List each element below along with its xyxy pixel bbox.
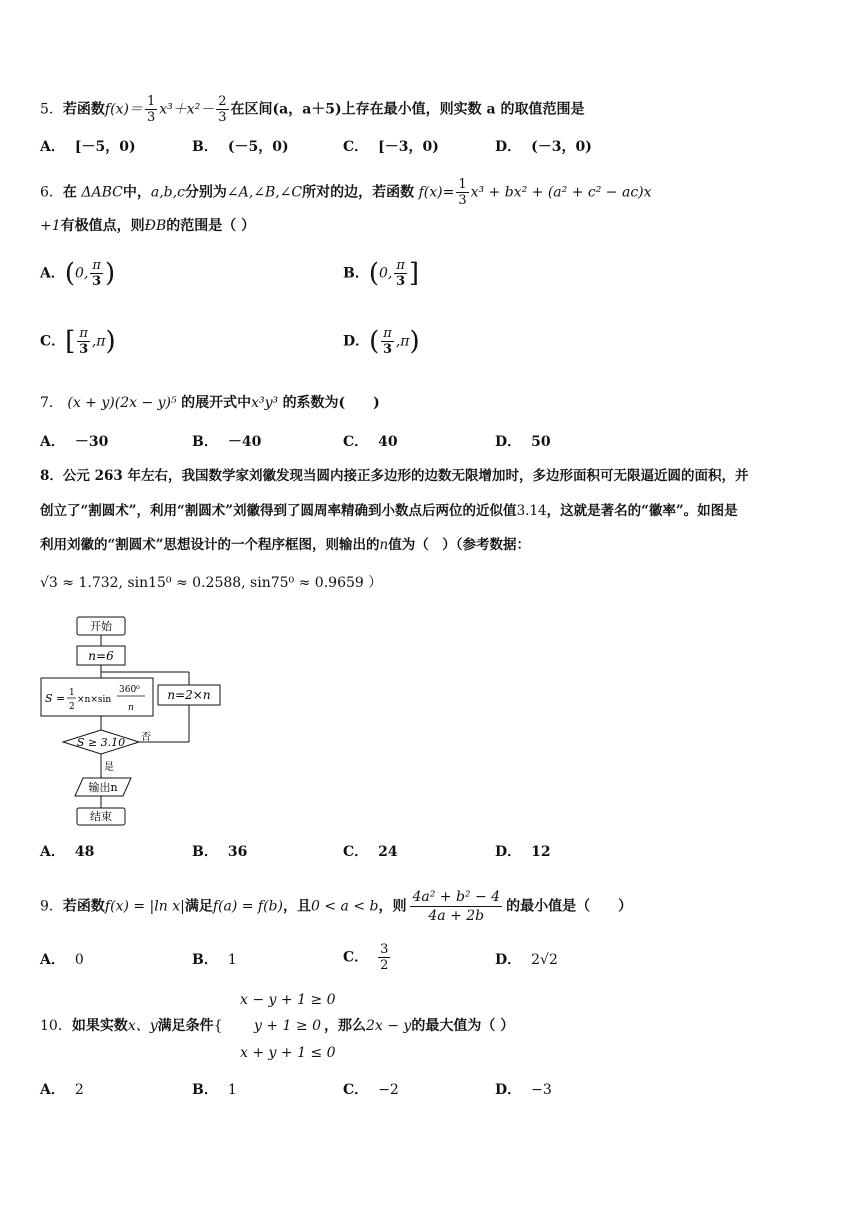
q10-constraint-3: x + y + 1 ≤ 0: [240, 1045, 336, 1061]
flow-yes-label: 是: [104, 762, 114, 773]
q6-option-b: B．(0, $\frac{\pi}{3}$ ]: [343, 258, 420, 289]
q5-stem: 5．若函数f(x)＝ $\frac{1}{3}$ x³＋x²－ $\frac{2}{3}$ 在区间(a，a＋5)上存在最小值，则实数 a 的取值范围是: [40, 94, 585, 125]
q10-constraint-1: x − y + 1 ≥ 0: [240, 992, 336, 1008]
q8-option-d: D． 12: [495, 844, 551, 860]
q6-stem-line1: 6．在 ΔABC中，a,b,c分别为∠A,∠B,∠C所对的边，若函数 f(x)= $\frac{1}{3}$ x³ + bx² + (a² + c² − ac)x: [40, 177, 652, 208]
q7-stem: 7． (x + y)(2x − y)⁵ 的展开式中x³y³ 的系数为( ): [40, 395, 380, 411]
q6-option-c: C．[ $\frac{\pi}{3}$ ,π): [40, 326, 116, 357]
q7-option-a: A． －30: [40, 434, 109, 450]
flow-calc-s: S =: [45, 692, 66, 705]
q10-option-a: A． 2: [40, 1082, 84, 1098]
q8-option-c: C． 24: [343, 844, 398, 860]
q10-constraint-2: y + 1 ≥ 0: [254, 1018, 321, 1034]
q5-option-b: B． (－5，0): [192, 139, 289, 155]
flow-calc-ang-d: n: [128, 703, 134, 713]
flow-cond-label: S ≥ 3.10: [76, 736, 126, 749]
q8-option-a: A． 48: [40, 844, 95, 860]
q5-option-a: A． [－5，0): [40, 139, 136, 155]
flow-no-label: 否: [141, 732, 151, 743]
q10-option-b: B． 1: [192, 1082, 237, 1098]
q10-option-d: D． −3: [495, 1082, 552, 1098]
q5-frac-2: $\frac{2}{3}$: [218, 94, 227, 125]
q5-number: 5．: [40, 101, 63, 118]
q5-option-d: D． (－3，0): [495, 139, 592, 155]
q10-stem: 10．如果实数x、y满足条件{: [40, 1018, 223, 1034]
q9-option-d: D． 2√2: [495, 952, 558, 968]
flow-output-label: 输出n: [88, 781, 118, 794]
q6-stem-line2: +1有极值点，则ÐB的范围是（ ）: [40, 218, 256, 234]
flow-start-label: 开始: [90, 620, 112, 633]
q10-option-c: C． −2: [343, 1082, 399, 1098]
flow-calc-ang-n: 360⁰: [119, 685, 140, 695]
flow-calc-frac-d: 2: [69, 702, 75, 712]
q6-frac: $\frac{1}{3}$: [458, 177, 467, 208]
flow-update-label: n=2×n: [167, 688, 211, 702]
q9-frac: $\frac{\text{4a² + b² − 4}}{4a + 2b}$: [412, 889, 501, 924]
flow-calc-mid: ×n×sin: [77, 695, 112, 705]
q8-stem-line1: 8．公元 263 年左右，我国数学家刘徽发现当圆内接正多边形的边数无限增加时，多边形面积可无限逼近圆的面积，并: [40, 468, 749, 484]
q5-option-c: C． [－3，0): [343, 139, 439, 155]
q8-reference-data: √3 ≈ 1.732, sin15⁰ ≈ 0.2588, sin75⁰ ≈ 0.9659 ）: [40, 575, 383, 591]
q9-option-a: A． 0: [40, 952, 84, 968]
q6-option-a: A．(0, $\frac{\pi}{3}$ ): [40, 258, 116, 289]
q5-frac-1: $\frac{1}{3}$: [146, 94, 156, 125]
flow-init-label: n=6: [88, 649, 114, 663]
q7-option-d: D． 50: [495, 434, 551, 450]
q9-stem: 9．若函数f(x) = |ln x|满足f(a) = f(b)，且0 < a < b，则 $\frac{\text{4a² + b² − 4}}{4a + 2b}$ 的最小值是（ ）: [40, 889, 633, 924]
q8-option-b: B． 36: [192, 844, 248, 860]
flow-end-label: 结束: [90, 810, 112, 823]
q8-flowchart: [35, 612, 235, 830]
flow-calc-frac-n: 1: [69, 688, 75, 698]
q6-option-d: D．( $\frac{\pi}{3}$ ,π): [343, 326, 420, 357]
q10-stem-tail: ，那么2x − y的最大值为（ ）: [324, 1018, 515, 1034]
q7-option-c: C． 40: [343, 434, 398, 450]
q9-option-b: B． 1: [192, 952, 237, 968]
q8-stem-line2: 创立了“割圆术”，利用“割圆术”刘徽得到了圆周率精确到小数点后两位的近似值3.14，这就是著名的“徽率”。如图是: [40, 503, 738, 519]
q7-option-b: B． －40: [192, 434, 262, 450]
q9-option-c: C． $\frac{3}{2}$: [343, 942, 389, 973]
q8-stem-line3: 利用刘徽的“割圆术”思想设计的一个程序框图，则输出的n值为（ ）（参考数据：: [40, 537, 530, 553]
